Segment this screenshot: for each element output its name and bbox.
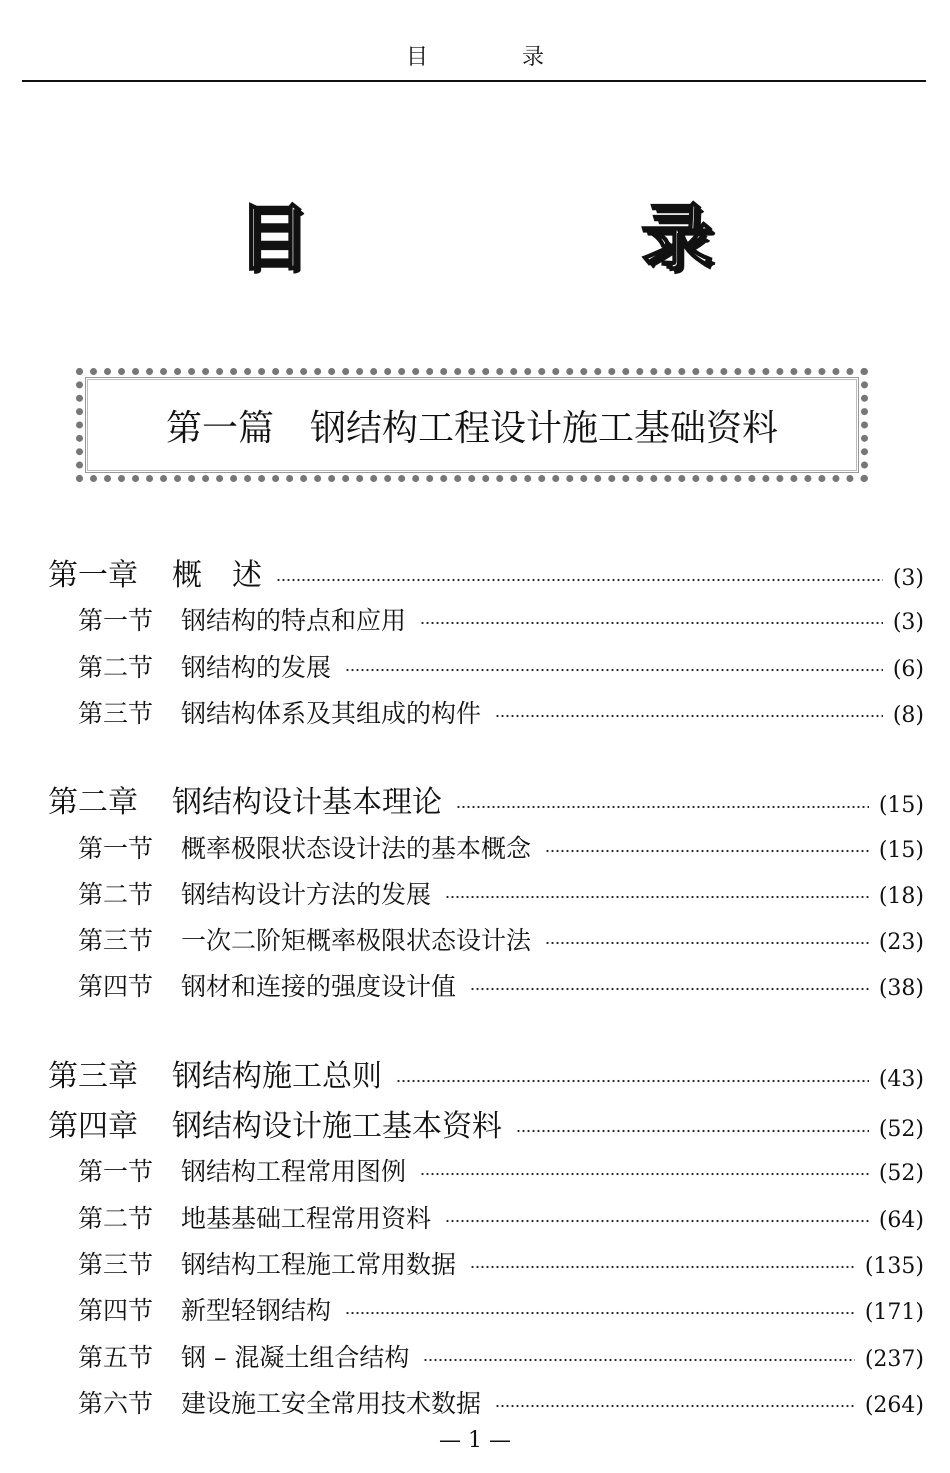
- toc-section-number: 第二节: [78, 653, 154, 682]
- toc-page-number: (52): [878, 1117, 924, 1142]
- toc-page-number: (135): [864, 1254, 924, 1279]
- toc-leader-dots: [396, 1078, 869, 1084]
- toc-leader-dots: [470, 986, 869, 992]
- header-rule: [22, 80, 926, 82]
- toc-section-row[interactable]: [78, 648, 924, 684]
- toc-section-number: 第四节: [78, 1296, 154, 1325]
- toc-section-number: 第三节: [78, 926, 154, 955]
- toc-page-number: (237): [864, 1347, 924, 1372]
- toc-leader-dots: [345, 1310, 855, 1316]
- toc-section-title: 一次二阶矩概率极限状态设计法: [181, 926, 532, 955]
- toc-page-number: (64): [878, 1208, 924, 1233]
- toc-section-title: 钢结构工程施工常用数据: [181, 1250, 457, 1279]
- toc-section-number: 第五节: [78, 1343, 154, 1372]
- toc-section-row[interactable]: [78, 967, 924, 1003]
- toc-leader-dots: [495, 1403, 855, 1409]
- toc-leader-dots: [445, 894, 869, 900]
- toc-page-number: (23): [878, 930, 924, 955]
- toc-page-number: (6): [892, 657, 924, 682]
- toc-section-number: 第四节: [78, 972, 154, 1001]
- toc-page-number: (52): [878, 1161, 924, 1186]
- toc-section-row[interactable]: [78, 829, 924, 865]
- toc-section-row[interactable]: [78, 1152, 924, 1188]
- toc-page-number: (18): [878, 884, 924, 909]
- toc-section-number: 第一节: [78, 1157, 154, 1186]
- toc-section-number: 第二节: [78, 1204, 154, 1233]
- toc-section-title: 钢结构设计方法的发展: [181, 880, 432, 909]
- toc-section-number: 第三节: [78, 699, 154, 728]
- toc-section-title: 建设施工安全常用技术数据: [181, 1389, 482, 1418]
- toc-section-title: 地基基础工程常用资料: [181, 1204, 432, 1233]
- toc-section-title: 新型轻钢结构: [181, 1296, 332, 1325]
- toc-section-title: 概率极限状态设计法的基本概念: [181, 834, 532, 863]
- toc-leader-dots: [470, 1264, 855, 1270]
- toc-leader-dots: [495, 713, 883, 719]
- toc-section-number: 第一节: [78, 606, 154, 635]
- page-title: 目 录: [236, 195, 843, 280]
- toc-leader-dots: [420, 1171, 869, 1177]
- toc-section-row[interactable]: [78, 601, 924, 637]
- toc-page-number: (3): [892, 566, 924, 591]
- toc-page-number: (171): [864, 1300, 924, 1325]
- toc-leader-dots: [445, 1218, 869, 1224]
- toc-leader-dots: [456, 804, 869, 810]
- toc-chapter-title: 钢结构施工总则: [172, 1059, 382, 1094]
- toc-section-row[interactable]: [78, 921, 924, 957]
- toc-section-row[interactable]: [78, 1384, 924, 1420]
- toc-section-number: 第六节: [78, 1389, 154, 1418]
- running-head: 目 录: [405, 45, 580, 70]
- toc-section-title: 钢 – 混凝土组合结构: [181, 1343, 410, 1372]
- toc-section-row[interactable]: [78, 1245, 924, 1281]
- toc-section-number: 第二节: [78, 880, 154, 909]
- part-title: 第一篇 钢结构工程设计施工基础资料: [165, 408, 778, 449]
- toc-section-row[interactable]: [78, 875, 924, 911]
- toc-chapter-title: 概 述: [172, 558, 262, 593]
- toc-page-number: (264): [864, 1393, 924, 1418]
- toc-page-number: (43): [878, 1067, 924, 1092]
- toc-leader-dots: [420, 620, 883, 626]
- toc-section-title: 钢材和连接的强度设计值: [181, 972, 457, 1001]
- toc-page-number: (8): [892, 703, 924, 728]
- toc-chapter-row[interactable]: [48, 1101, 924, 1145]
- toc-leader-dots: [545, 848, 869, 854]
- toc-leader-dots: [345, 667, 883, 673]
- toc-section-row[interactable]: [78, 1338, 924, 1374]
- toc-chapter-row[interactable]: [48, 1051, 924, 1095]
- toc-chapter-number: 第一章: [48, 558, 138, 593]
- toc-section-row[interactable]: [78, 1199, 924, 1235]
- toc-leader-dots: [423, 1357, 854, 1363]
- toc-leader-dots: [545, 940, 869, 946]
- toc-leader-dots: [516, 1128, 869, 1134]
- toc-section-row[interactable]: [78, 1291, 924, 1327]
- toc-section-title: 钢结构体系及其组成的构件: [181, 699, 482, 728]
- toc-section-number: 第三节: [78, 1250, 154, 1279]
- toc-chapter-title: 钢结构设计施工基本资料: [172, 1109, 502, 1144]
- toc-section-title: 钢结构的发展: [181, 653, 332, 682]
- toc-section-number: 第一节: [78, 834, 154, 863]
- toc-page-number: (3): [892, 610, 924, 635]
- toc-section-title: 钢结构工程常用图例: [181, 1157, 407, 1186]
- toc-page-number: (15): [878, 793, 924, 818]
- toc-chapter-title: 钢结构设计基本理论: [172, 785, 442, 820]
- toc-page-number: (15): [878, 838, 924, 863]
- toc-page-number: (38): [878, 976, 924, 1001]
- page-number-footer: — 1 —: [439, 1428, 511, 1453]
- toc-section-row[interactable]: [78, 694, 924, 730]
- toc-chapter-number: 第三章: [48, 1059, 138, 1094]
- toc-chapter-number: 第二章: [48, 785, 138, 820]
- toc-chapter-number: 第四章: [48, 1109, 138, 1144]
- toc-chapter-row[interactable]: [48, 550, 924, 594]
- toc-leader-dots: [276, 577, 883, 583]
- toc-chapter-row[interactable]: [48, 777, 924, 821]
- toc-section-title: 钢结构的特点和应用: [181, 606, 407, 635]
